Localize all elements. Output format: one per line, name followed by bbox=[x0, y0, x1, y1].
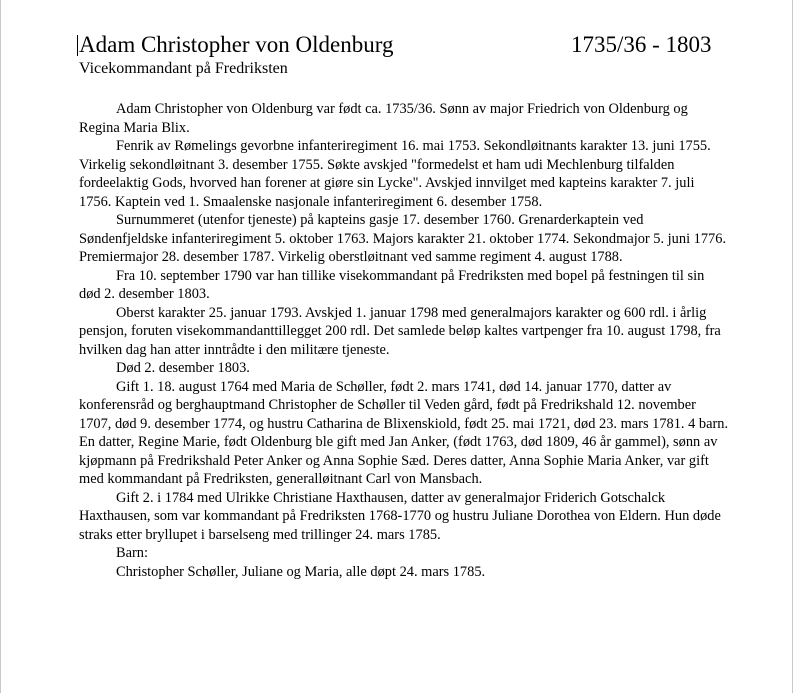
paragraph-second-marriage: Gift 2. i 1784 med Ulrikke Christiane Haxthausen, datter av generalmajor Friderich Gotschalck Haxthausen, som var kommandant på Fredriksten 1768-1770 og hustru Juliane Dorothea von Eldern. Hun døde straks etter bryllupet i barselseng med trillinger 24. mars 1785. bbox=[79, 489, 721, 543]
life-years: 1735/36 - 1803 bbox=[571, 32, 712, 57]
document-body bbox=[79, 100, 729, 581]
paragraph-vice-commandant: Fra 10. september 1790 var han tillike visekommandant på Fredriksten med bopel på festningen til sin død 2. desember 1803. bbox=[79, 267, 705, 302]
paragraph-early-career: Fenrik av Rømelings gevorbne infanteriregiment 16. mai 1753. Sekondløitnants karakter 13. juni 1755. Virkelig sekondløitnant 3. desember 1755. Søkte avskjed "formedelst et ham udi Mechlenburg tilfalden fordeelaktig Gods, hvorved han forener at giøre sin Lycke". Avskjed innvilget med kapteins karakter 7. juli 1756. Kaptein ved 1. Smaalenske nasjonale infanteriregiment 6. desember 1758. bbox=[79, 138, 711, 210]
text-cursor bbox=[77, 35, 78, 56]
document-title: Adam Christopher von Oldenburg bbox=[79, 32, 394, 57]
paragraph-retirement: Oberst karakter 25. januar 1793. Avskjed 1. januar 1798 med generalmajors karakter og 600 rdl. i årlig pensjon, foruten visekommandanttillegget 200 rdl. Det samlede beløp kaltes vartpenger fra 10. august 1798, fra hvilken dag han atter inntrådte i den militære tjeneste. bbox=[79, 304, 721, 358]
paragraph-children-heading: Barn: bbox=[116, 545, 148, 561]
paragraph-death: Død 2. desember 1803. bbox=[116, 360, 250, 376]
paragraph-later-career: Surnummeret (utenfor tjeneste) på kapteins gasje 17. desember 1760. Grenarderkaptein ved Søndenfjeldske infanteriregiment 5. oktober 1763. Majors karakter 21. oktober 1774. Sekondmajor 5. juni 1776. Premiermajor 28. desember 1787. Virkelig oberstløitnant ved samme regiment 4. august 1788. bbox=[79, 212, 727, 265]
document-subtitle: Vicekommandant på Fredriksten bbox=[79, 60, 288, 77]
paragraph-birth: Adam Christopher von Oldenburg var født ca. 1735/36. Sønn av major Friedrich von Oldenburg og Regina Maria Blix. bbox=[79, 101, 688, 136]
paragraph-children: Christopher Schøller, Juliane og Maria, alle døpt 24. mars 1785. bbox=[116, 563, 486, 580]
paragraph-first-marriage: Gift 1. 18. august 1764 med Maria de Schøller, født 2. mars 1741, død 14. januar 1770, datter av konferensråd og berghauptmand Christopher de Schøller til Veden gård, født på Fredrikshald 12. november 1707, død 9. desember 1774, og hustru Catharina de Blixenskiold, født 25. mai 1721, død 23. mars 1781. 4 barn. En datter, Regine Marie, født Oldenburg ble gift med Jan Anker, (født 1763, død 1809, 46 år gammel), sønn av kjøpmann på Fredrikshald Peter Anker og Anna Sophie Sæd. Deres datter, Anna Sophie Maria Anker, var gift med kommandant på Fredriksten, generalløitnant Carl von Mansbach. bbox=[79, 378, 729, 487]
